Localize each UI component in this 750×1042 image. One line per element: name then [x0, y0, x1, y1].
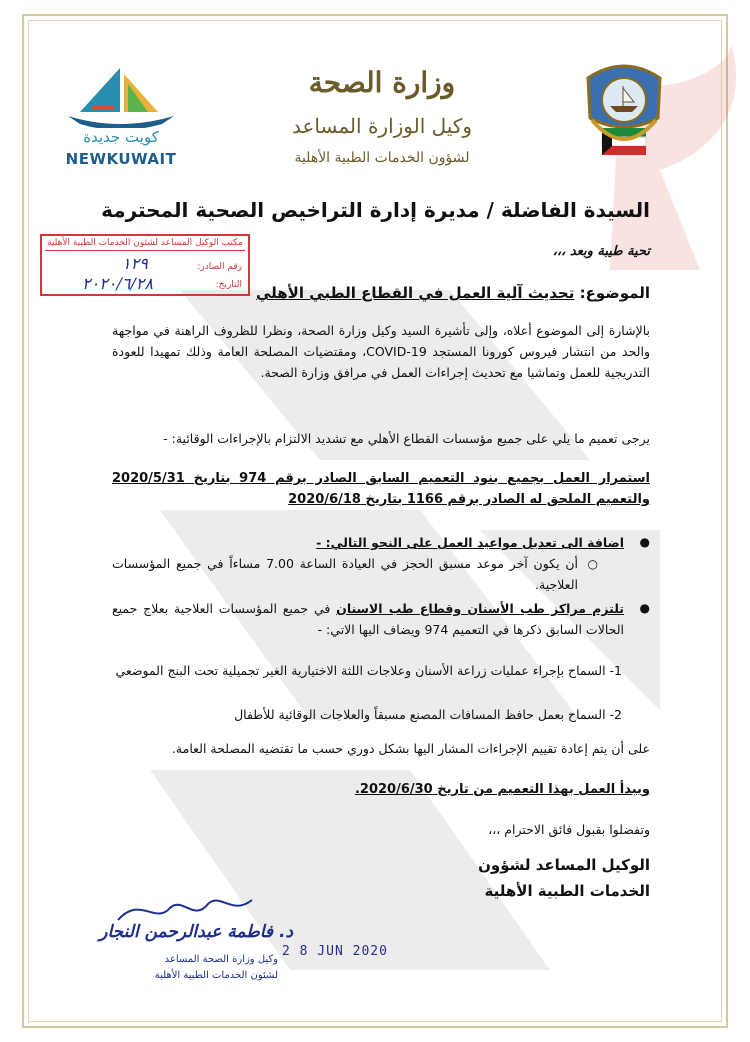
bullet-2-rest: في جميع المؤسسات العلاجية بعلاج جميع الحالات السابق ذكرها في التعميم 974 ويضاف اليها الاتي: - [112, 601, 624, 637]
bullet-icon: ● [639, 601, 650, 615]
bullet-item-1 [112, 532, 650, 595]
numbered-item-2: 2- السماح بعمل حافظ المسافات المصنع مسبقاً والعلاجات الوقائية للأطفال [234, 707, 622, 722]
moh-subtitle: وكيل الوزارة المساعد [292, 114, 472, 138]
stamp-title: مكتب الوكيل المساعد لشئون الخدمات الطبية الأهلية [45, 238, 245, 251]
signatory-role [98, 952, 278, 984]
bullet-1-sub: أن يكون آخر موعد مسبق الحجز في العيادة الساعة 7.00 مساءاً في جميع المؤسسات العلاجية. [112, 556, 578, 592]
new-kuwait-logo [62, 66, 180, 186]
stamp-date-label: التاريخ: [215, 280, 242, 290]
date-stamp: 2 8 JUN 2020 [282, 944, 388, 959]
subject-line [180, 284, 650, 302]
moh-subtitle-2: لشؤون الخدمات الطبية الأهلية [294, 150, 470, 166]
signatory-title-line-2: الخدمات الطبية الأهلية [484, 882, 650, 900]
stamp-date-value: ٢٠٢٠/٦/٢٨ [82, 274, 153, 293]
signatory-role-line-1: وكيل وزارة الصحة المساعد [164, 954, 278, 965]
bullet-1-title: اضافة الى تعديل مواعيد العمل على النحو التالي: - [316, 535, 624, 550]
sub-bullet-icon: ○ [587, 557, 598, 571]
body-paragraph-4: على أن يتم إعادة تقييم الإجراءات المشار اليها بشكل دوري حسب ما تقتضيه المصلحة العامة. [171, 741, 650, 756]
moh-title: وزارة الصحة [308, 66, 456, 99]
new-kuwait-english: NEWKUWAIT [65, 150, 177, 168]
new-kuwait-arabic: كويت جديدة [83, 128, 159, 146]
bullet-item-2 [112, 598, 650, 640]
subject-label: الموضوع: [579, 284, 650, 302]
moh-logo [282, 58, 482, 190]
subject-text: تحديث آلية العمل في القطاع الطبي الأهلي [255, 284, 575, 302]
bullet-2-bold: تلتزم مراكز طب الأسنان وقطاع طب الاسنان [336, 601, 625, 616]
stamp-ref-value: ١٢٩ [122, 254, 148, 273]
new-kuwait-dhow-icon [62, 66, 180, 128]
kuwait-emblem [578, 58, 670, 168]
stamp-ref-label: رقم الصادر: [197, 262, 242, 272]
numbered-item-1: 1- السماح بإجراء عمليات زراعة الأسنان وعلاجات اللثة الاختيارية الغير تجميلية تحت البنج الموضعي [115, 663, 622, 678]
addressee: السيدة الفاضلة / مديرة إدارة التراخيص الصحية المحترمة [101, 198, 650, 222]
signatory-name: د. فاطمة عبدالرحمن النجار [99, 922, 293, 942]
signatory-title-line-1: الوكيل المساعد لشؤون [478, 856, 650, 874]
signatory-role-line-2: لشئون الخدمات الطبية الأهلية [154, 970, 278, 981]
bullet-icon: ● [639, 535, 650, 549]
body-paragraph-3: استمرار العمل بجميع بنود التعميم السابق الصادر برقم 974 بتاريخ 2020/5/31 والتعميم الملحق له الصادر برقم 1166 بتاريخ 2020/6/18 [112, 471, 650, 507]
greeting: تحية طيبة وبعد ،،، [552, 244, 650, 259]
bullet-2-text [112, 598, 624, 640]
effective-date-line: ويبدأ العمل بهذا التعميم من تاريخ 2020/6/30. [354, 782, 650, 797]
body-paragraph-1: بالإشارة إلى الموضوع أعلاه، وإلى تأشيرة السيد وكيل وزارة الصحة، ونظرا للظروف الراهنة في مواجهة والحد من انتشار فيروس كورونا المستجد COVID-19، ومقتضيات المصلحة العامة وذلك تمهيدا للعودة التدريجية للعمل وتماشيا مع تحديث إجراءات العمل في مرافق وزارة الصحة. [112, 323, 650, 380]
closing-line: وتفضلوا بقبول فائق الاحترام ،،، [488, 822, 650, 837]
signatory-title [320, 852, 650, 904]
emblem-icon [578, 58, 670, 168]
body-paragraph-2: يرجى تعميم ما يلي على جميع مؤسسات القطاع الأهلي مع تشديد الالتزام بالإجراءات الوقائية: - [163, 431, 650, 446]
